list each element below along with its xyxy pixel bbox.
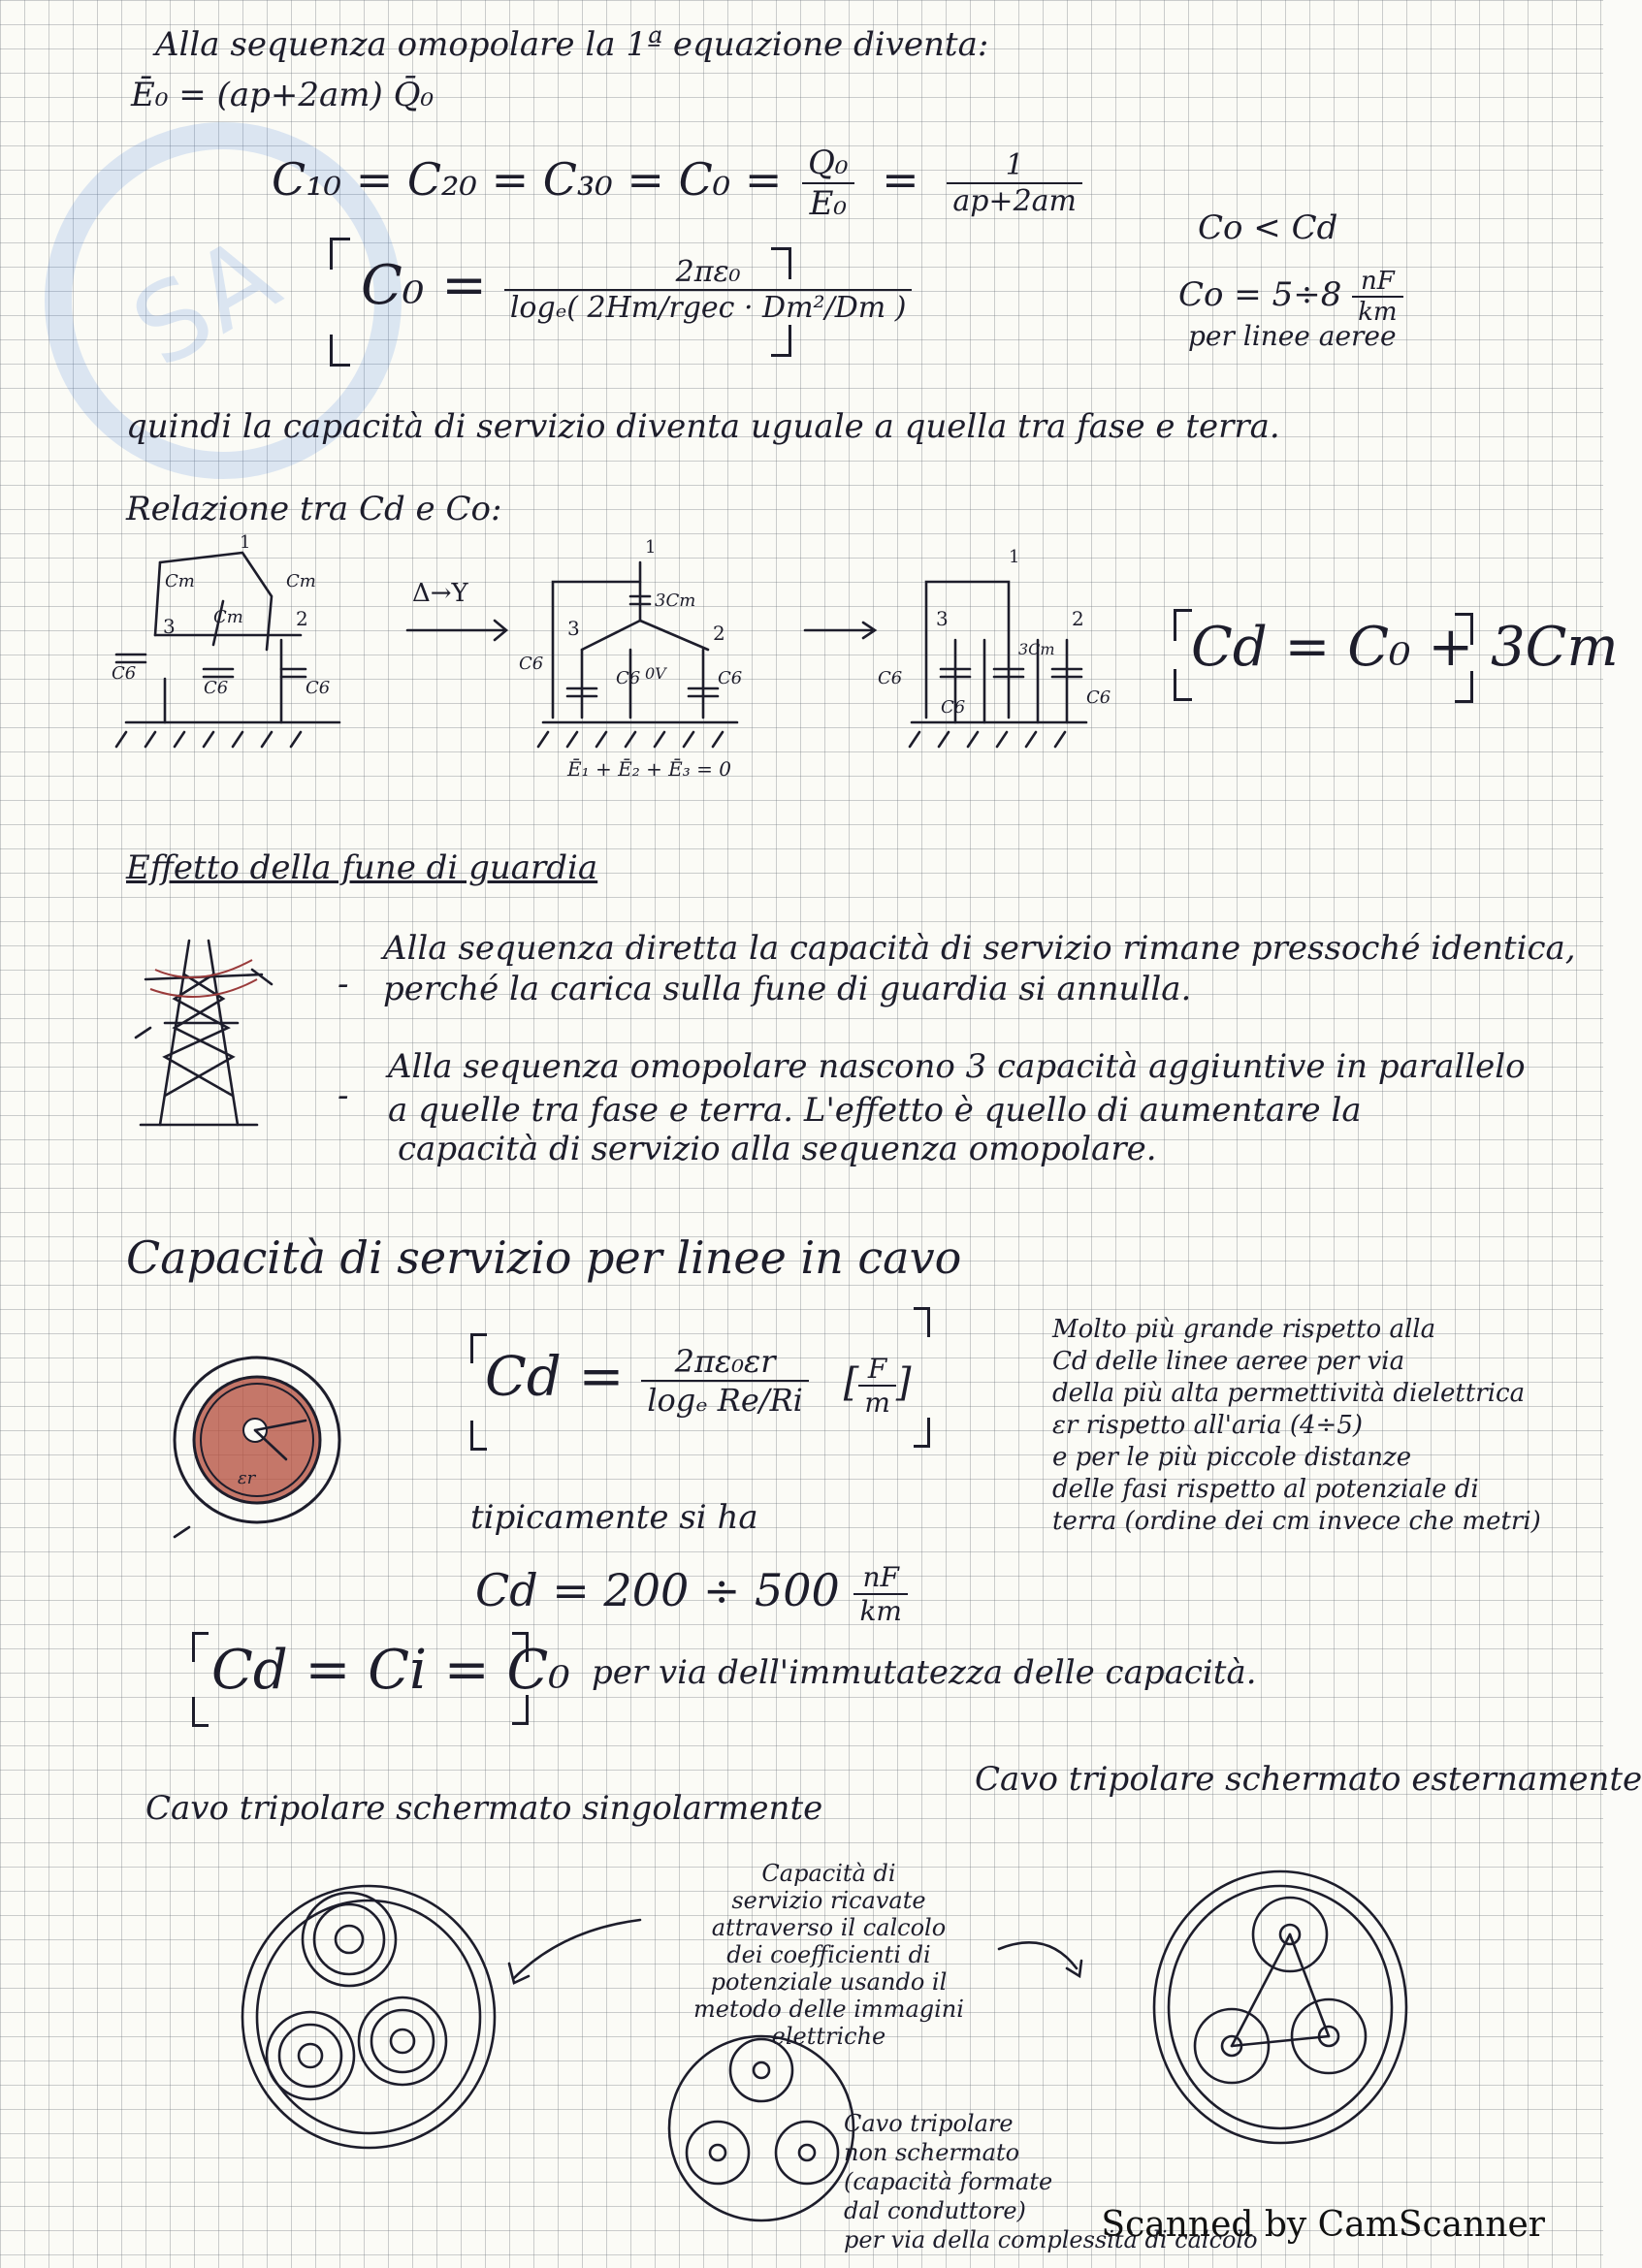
label-cavo-schermato-singolo: Cavo tripolare schermato singolarmente <box>145 1789 823 1828</box>
bracket-cd-tl <box>1174 609 1192 641</box>
formula-e0-lhs: Ē₀ = <box>131 76 217 114</box>
note-line-0: Molto più grande rispetto alla <box>1052 1315 1436 1344</box>
label-node-2c: 2 <box>1072 607 1084 630</box>
label-er: εr <box>238 1468 256 1488</box>
formula-cd-range <box>475 1561 908 1627</box>
label-c6-6: C6 <box>718 668 743 688</box>
mid-note-6: elettriche <box>771 2023 886 2050</box>
note-co-lt-cd: Co < Cd <box>1198 208 1338 247</box>
text-tipicamente: tipicamente si ha <box>470 1498 758 1537</box>
fraction-q0-num: Q₀ <box>802 144 854 184</box>
text-immutatezza: per via dell'immutatezza delle capacità. <box>592 1653 1257 1692</box>
mid-note-1: servizio ricavate <box>731 1887 926 1914</box>
fraction-c0 <box>504 255 913 325</box>
mid-note-0: Capacità di <box>761 1860 896 1887</box>
label-node-3b: 3 <box>567 617 580 640</box>
label-cm-2: Cm <box>286 571 316 591</box>
label-node-1c: 1 <box>1009 547 1020 567</box>
cable-cross-section <box>170 1353 354 1537</box>
label-3cm: 3Cm <box>655 591 696 611</box>
arrow-delta-y <box>407 579 506 640</box>
label-node-2b: 2 <box>713 622 725 645</box>
unit-nf-km <box>1352 267 1402 327</box>
note-line-5: delle fasi rispetto al potenziale di <box>1052 1475 1479 1504</box>
bottom-note-3: dal conduttore) <box>844 2197 1026 2224</box>
label-c6-5: C6 <box>616 668 641 688</box>
cable-sketch-single-screened <box>242 1886 495 2148</box>
label-cm-1: Cm <box>165 571 195 591</box>
note-co-range <box>1178 267 1403 327</box>
mid-note-4: potenziale usando il <box>710 1968 948 1996</box>
bottom-note-1: non schermato <box>844 2139 1020 2166</box>
unit-f: F <box>858 1353 896 1387</box>
label-node-1b: 1 <box>645 537 657 558</box>
unit-nf-2: nF <box>853 1561 908 1595</box>
mid-note-2: attraverso il calcolo <box>711 1914 947 1941</box>
fraction-cd-cavo <box>641 1343 809 1419</box>
note-line-6: terra (ordine dei cm invece che metri) <box>1052 1507 1541 1536</box>
tower-sketch <box>136 931 291 1134</box>
bottom-note-0: Cavo tripolare <box>844 2110 1014 2137</box>
note-line-2: della più alta permettività dielettrica <box>1052 1379 1526 1408</box>
label-e-sum: Ē₁ + Ē₂ + Ē₃ = 0 <box>567 757 731 781</box>
note-per-linee-aeree: per linee aeree <box>1188 320 1397 352</box>
formula-e0 <box>131 76 434 114</box>
bullet-dash-1: - <box>338 965 349 1004</box>
label-c6-2: C6 <box>204 678 229 698</box>
label-delta-y: Δ→Y <box>412 579 468 608</box>
note-molto-piu-grande <box>1052 1314 1541 1538</box>
cable-sketch-unscreened <box>669 2036 853 2220</box>
fraction-ap2am-den: ap+2am <box>952 184 1077 218</box>
bullet-dash-2: - <box>338 1076 349 1115</box>
note-line-4: e per le più piccole distanze <box>1052 1443 1412 1472</box>
bullet-1-line-2: perché la carica sulla fune di guardia si annulla. <box>383 970 1192 1008</box>
unit-km-2: km <box>859 1595 902 1627</box>
bullet-2-line-2: a quelle tra fase e terra. L'effetto è quello di aumentare la <box>388 1091 1362 1130</box>
bullet-2-line-1: Alla sequenza omopolare nascono 3 capacità aggiuntive in parallelo <box>388 1047 1526 1086</box>
mid-note-5: metodo delle immagini <box>693 1996 964 2023</box>
fraction-c0-den: logₑ( 2Hm/rgec · Dm²/Dm ) <box>509 290 907 325</box>
formula-c-eq-text: C₁₀ = C₂₀ = C₃₀ = C₀ = <box>272 153 797 206</box>
cable-sketch-external-screened <box>1154 1871 1406 2143</box>
label-c6-8: C6 <box>941 697 966 718</box>
label-c6-7: C6 <box>878 668 903 688</box>
label-0v: 0V <box>645 664 666 683</box>
circuit-star <box>519 537 742 781</box>
bottom-note-2: (capacità formate <box>844 2168 1053 2195</box>
fraction-q0-e0 <box>802 144 854 223</box>
fraction-one-num: 1 <box>947 148 1082 184</box>
formula-cd-cavo <box>485 1343 912 1419</box>
label-c6-4: C6 <box>519 654 544 674</box>
circuit-delta <box>112 532 339 747</box>
unit-nf-km-2 <box>853 1561 908 1627</box>
heading-capacita-cavo: Capacità di servizio per linee in cavo <box>126 1231 962 1284</box>
bracket-bl <box>330 335 350 367</box>
fraction-1-over-ap2am <box>947 148 1082 218</box>
bracket-br <box>771 325 791 357</box>
unit-nf: nF <box>1352 267 1402 298</box>
formula-cd-ci-co: Cd = Ci = C₀ <box>211 1639 570 1702</box>
formula-cd-range-value: Cd = 200 ÷ 500 <box>475 1564 840 1616</box>
unit-f-m: [ $\frac{F}{m}$ ] <box>843 1352 912 1419</box>
bottom-note-4: per via della complessità di calcolo <box>844 2226 1258 2253</box>
scanner-footer: Scanned by CamScanner <box>1101 2205 1545 2245</box>
fraction-c0-num: 2πε₀ <box>504 255 913 291</box>
mid-note-3: dei coefficienti di <box>726 1941 931 1968</box>
label-c6-3: C6 <box>306 678 331 698</box>
formula-cd-boxed: Cd = C₀ + 3Cm <box>1191 616 1619 679</box>
fraction-e0-den: E₀ <box>809 184 848 223</box>
label-3cm-b: 3Cm <box>1018 640 1055 658</box>
formula-e0-rhs: (ap+2am) Q̄₀ <box>216 76 435 114</box>
label-c6-1: C6 <box>112 663 137 684</box>
label-node-2: 2 <box>296 607 308 630</box>
label-node-1: 1 <box>240 532 251 553</box>
label-node-3c: 3 <box>936 607 949 630</box>
note-co-range-value: Co = 5÷8 <box>1178 275 1342 314</box>
label-cavo-schermato-esterno: Cavo tripolare schermato esternamente <box>975 1760 1642 1799</box>
formula-c0-equalities: C₁₀ = C₂₀ = C₃₀ = C₀ = $\frac{\text{Q₀}}{\text{E₀}}$ = $\frac{1}{ap+2am}$ <box>272 144 1082 223</box>
bracket-cdci-bl <box>192 1697 209 1727</box>
fraction-cd-num: 2πε₀εr <box>641 1343 809 1382</box>
note-line-1: Cd delle linee aeree per via <box>1052 1347 1405 1376</box>
text-quindi: quindi la capacità di servizio diventa uguale a quella tra fase e terra. <box>126 407 1280 446</box>
label-c6-9: C6 <box>1086 687 1111 708</box>
formula-c0-boxed <box>361 254 912 325</box>
bracket-cavo-br <box>914 1418 930 1448</box>
bullet-2-line-3: capacità di servizio alla sequenza omopolare. <box>398 1130 1157 1168</box>
formula-cd-lhs: Cd = <box>485 1345 642 1409</box>
heading-effetto-fune: Effetto della fune di guardia <box>126 848 598 887</box>
label-node-3: 3 <box>163 615 176 638</box>
bracket-cavo-tr <box>914 1307 930 1337</box>
bracket-cdci-tl <box>192 1632 209 1662</box>
bracket-cavo-bl <box>470 1421 487 1451</box>
bracket-tl <box>330 238 350 270</box>
unit-km: km <box>1358 298 1398 327</box>
formula-c0-lhs: C₀ = <box>361 254 504 317</box>
text-relazione: Relazione tra Cd e Co: <box>126 490 502 528</box>
label-cm-3: Cm <box>213 607 243 627</box>
bracket-cd-bl <box>1174 669 1192 701</box>
bullet-1-line-1: Alla sequenza diretta la capacità di servizio rimane pressoché identica, <box>383 929 1576 968</box>
arrow-to-parallel <box>805 623 875 638</box>
fraction-cd-den: logₑ Re/Ri <box>647 1382 803 1419</box>
unit-m: m <box>864 1386 890 1419</box>
note-line-3: εr rispetto all'aria (4÷5) <box>1052 1411 1364 1440</box>
text-omopolar-intro: Alla sequenza omopolare la 1ª equazione diventa: <box>155 25 989 64</box>
circuit-parallel <box>878 547 1111 747</box>
